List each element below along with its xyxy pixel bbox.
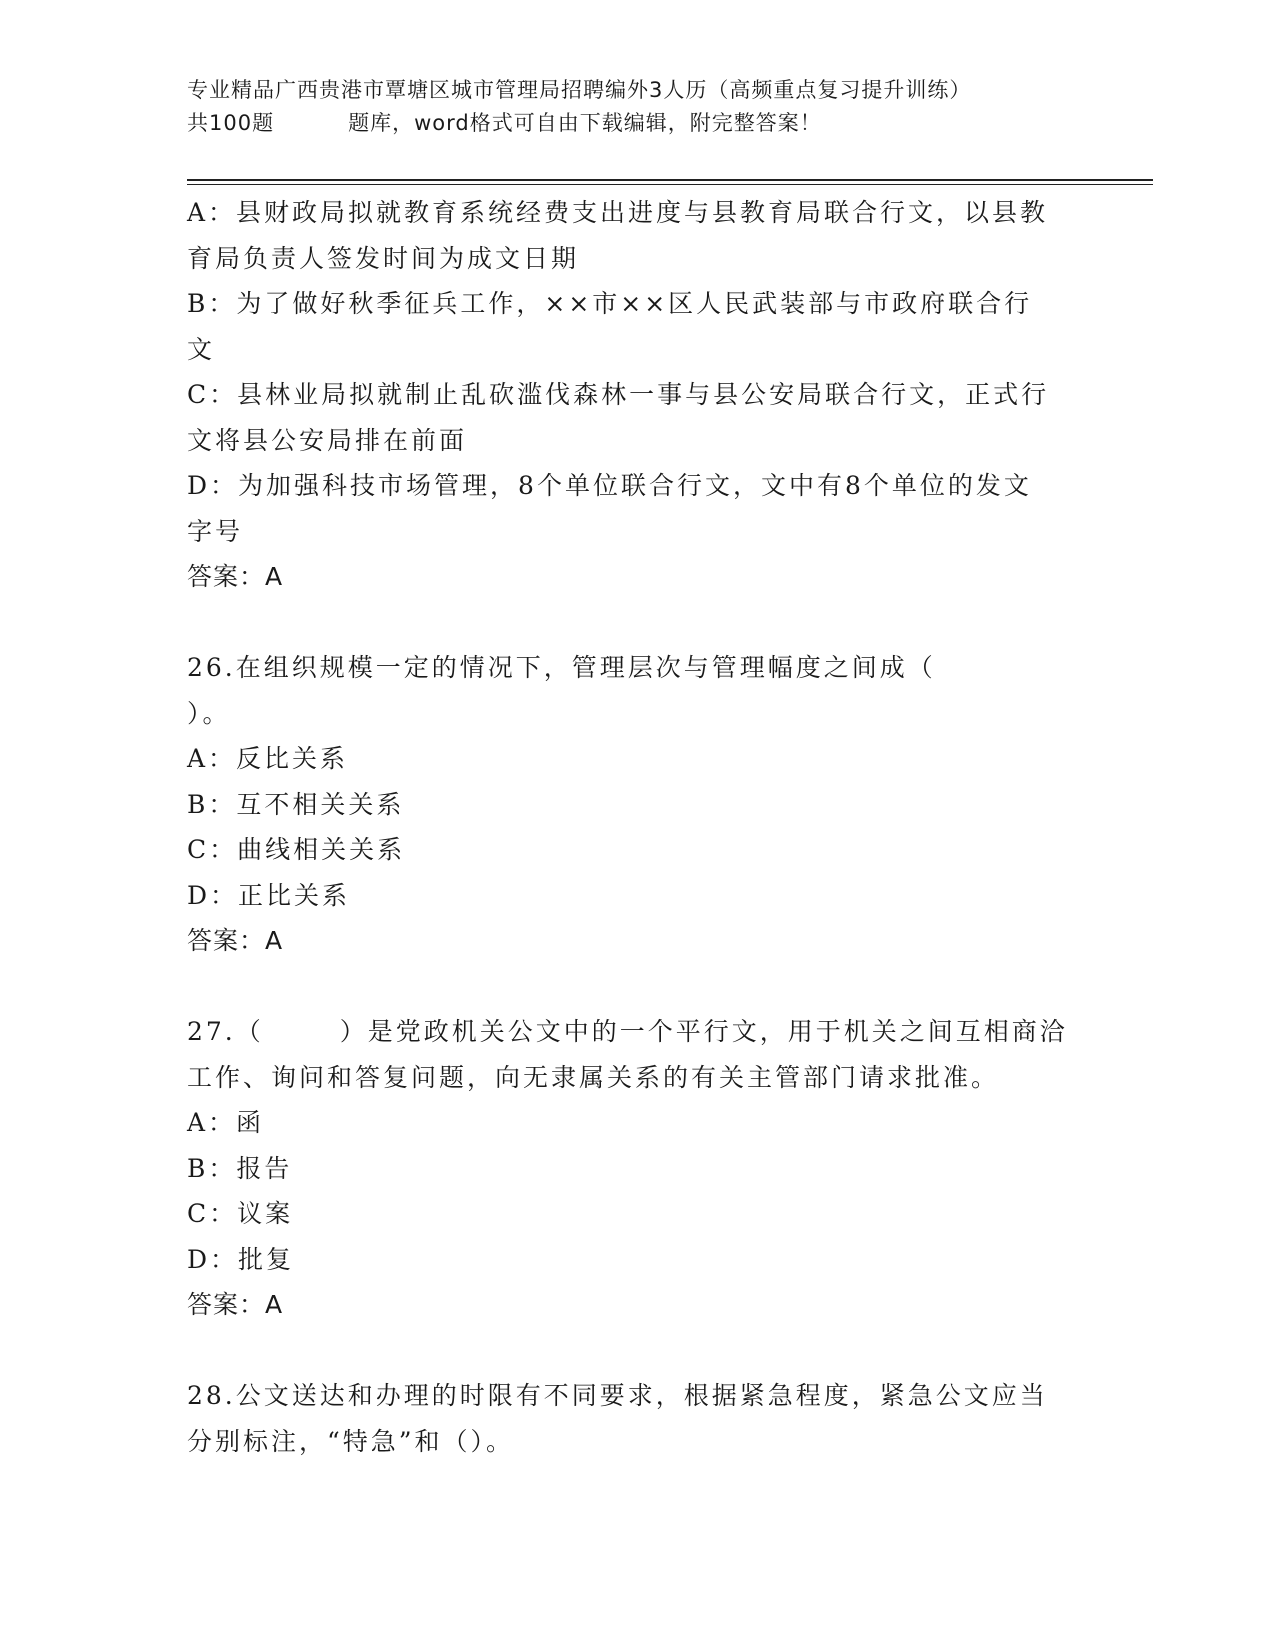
- question-28: [187, 1373, 1067, 1464]
- answer-label: 答案：A: [187, 1290, 284, 1319]
- option-c: C：曲线相关关系: [187, 835, 406, 864]
- question-number: 27.（: [187, 1017, 264, 1046]
- option-a: A：县财政局拟就教育系统经费支出进度与县教育局联合行文，以县教: [187, 198, 1049, 227]
- question-stem: 26.在组织规模一定的情况下，管理层次与管理幅度之间成（: [187, 653, 936, 682]
- header-divider-thin: [187, 184, 1153, 185]
- question-stem-continued: 工作、询问和答复问题，向无隶属关系的有关主管部门请求批准。: [187, 1062, 1000, 1092]
- question-25-options: [187, 190, 1067, 600]
- option-a: A：函: [187, 1108, 265, 1137]
- option-a: A：反比关系: [187, 744, 349, 773]
- question-27: [187, 1009, 1067, 1328]
- option-c: C：县林业局拟就制止乱砍滥伐森林一事与县公安局联合行文，正式行: [187, 380, 1050, 409]
- question-stem-text: ）是党政机关公文中的一个平行文，用于机关之间互相商洽: [339, 1017, 1068, 1046]
- option-d: D：正比关系: [187, 880, 351, 910]
- option-d-continued: 字号: [187, 516, 244, 546]
- option-b: B：为了做好秋季征兵工作，××市××区人民武装部与市政府联合行: [187, 289, 1033, 318]
- header-divider-thick: [187, 179, 1153, 181]
- question-26: [187, 645, 1067, 964]
- option-d: D：为加强科技市场管理，8个单位联合行文，文中有8个单位的发文: [187, 471, 1032, 500]
- header-description: 题库，word格式可自由下载编辑，附完整答案！: [348, 111, 822, 135]
- option-d: D：批复: [187, 1244, 295, 1274]
- option-b: B：报告: [187, 1153, 293, 1183]
- question-count: 共100题: [187, 111, 275, 135]
- document-header: [187, 74, 1067, 140]
- option-b: B：互不相关关系: [187, 789, 405, 819]
- option-c-continued: 文将县公安局排在前面: [187, 425, 468, 455]
- answer-label: 答案：A: [187, 926, 284, 955]
- header-title-line: 专业精品广西贵港市覃塘区城市管理局招聘编外3人历（高频重点复习提升训练）: [187, 78, 972, 102]
- option-b-continued: 文: [187, 334, 216, 364]
- question-stem-continued: ）。: [187, 698, 231, 728]
- question-stem: [187, 1009, 1067, 1055]
- header-subtitle-line: [187, 107, 1067, 140]
- answer-label: 答案：A: [187, 562, 284, 591]
- question-stem-continued: 分别标注，“特急”和（）。: [187, 1426, 515, 1456]
- question-content: [187, 190, 1067, 1464]
- option-c: C：议案: [187, 1199, 294, 1228]
- option-a-continued: 育局负责人签发时间为成文日期: [187, 243, 580, 273]
- question-stem: 28.公文送达和办理的时限有不同要求，根据紧急程度，紧急公文应当: [187, 1381, 1048, 1410]
